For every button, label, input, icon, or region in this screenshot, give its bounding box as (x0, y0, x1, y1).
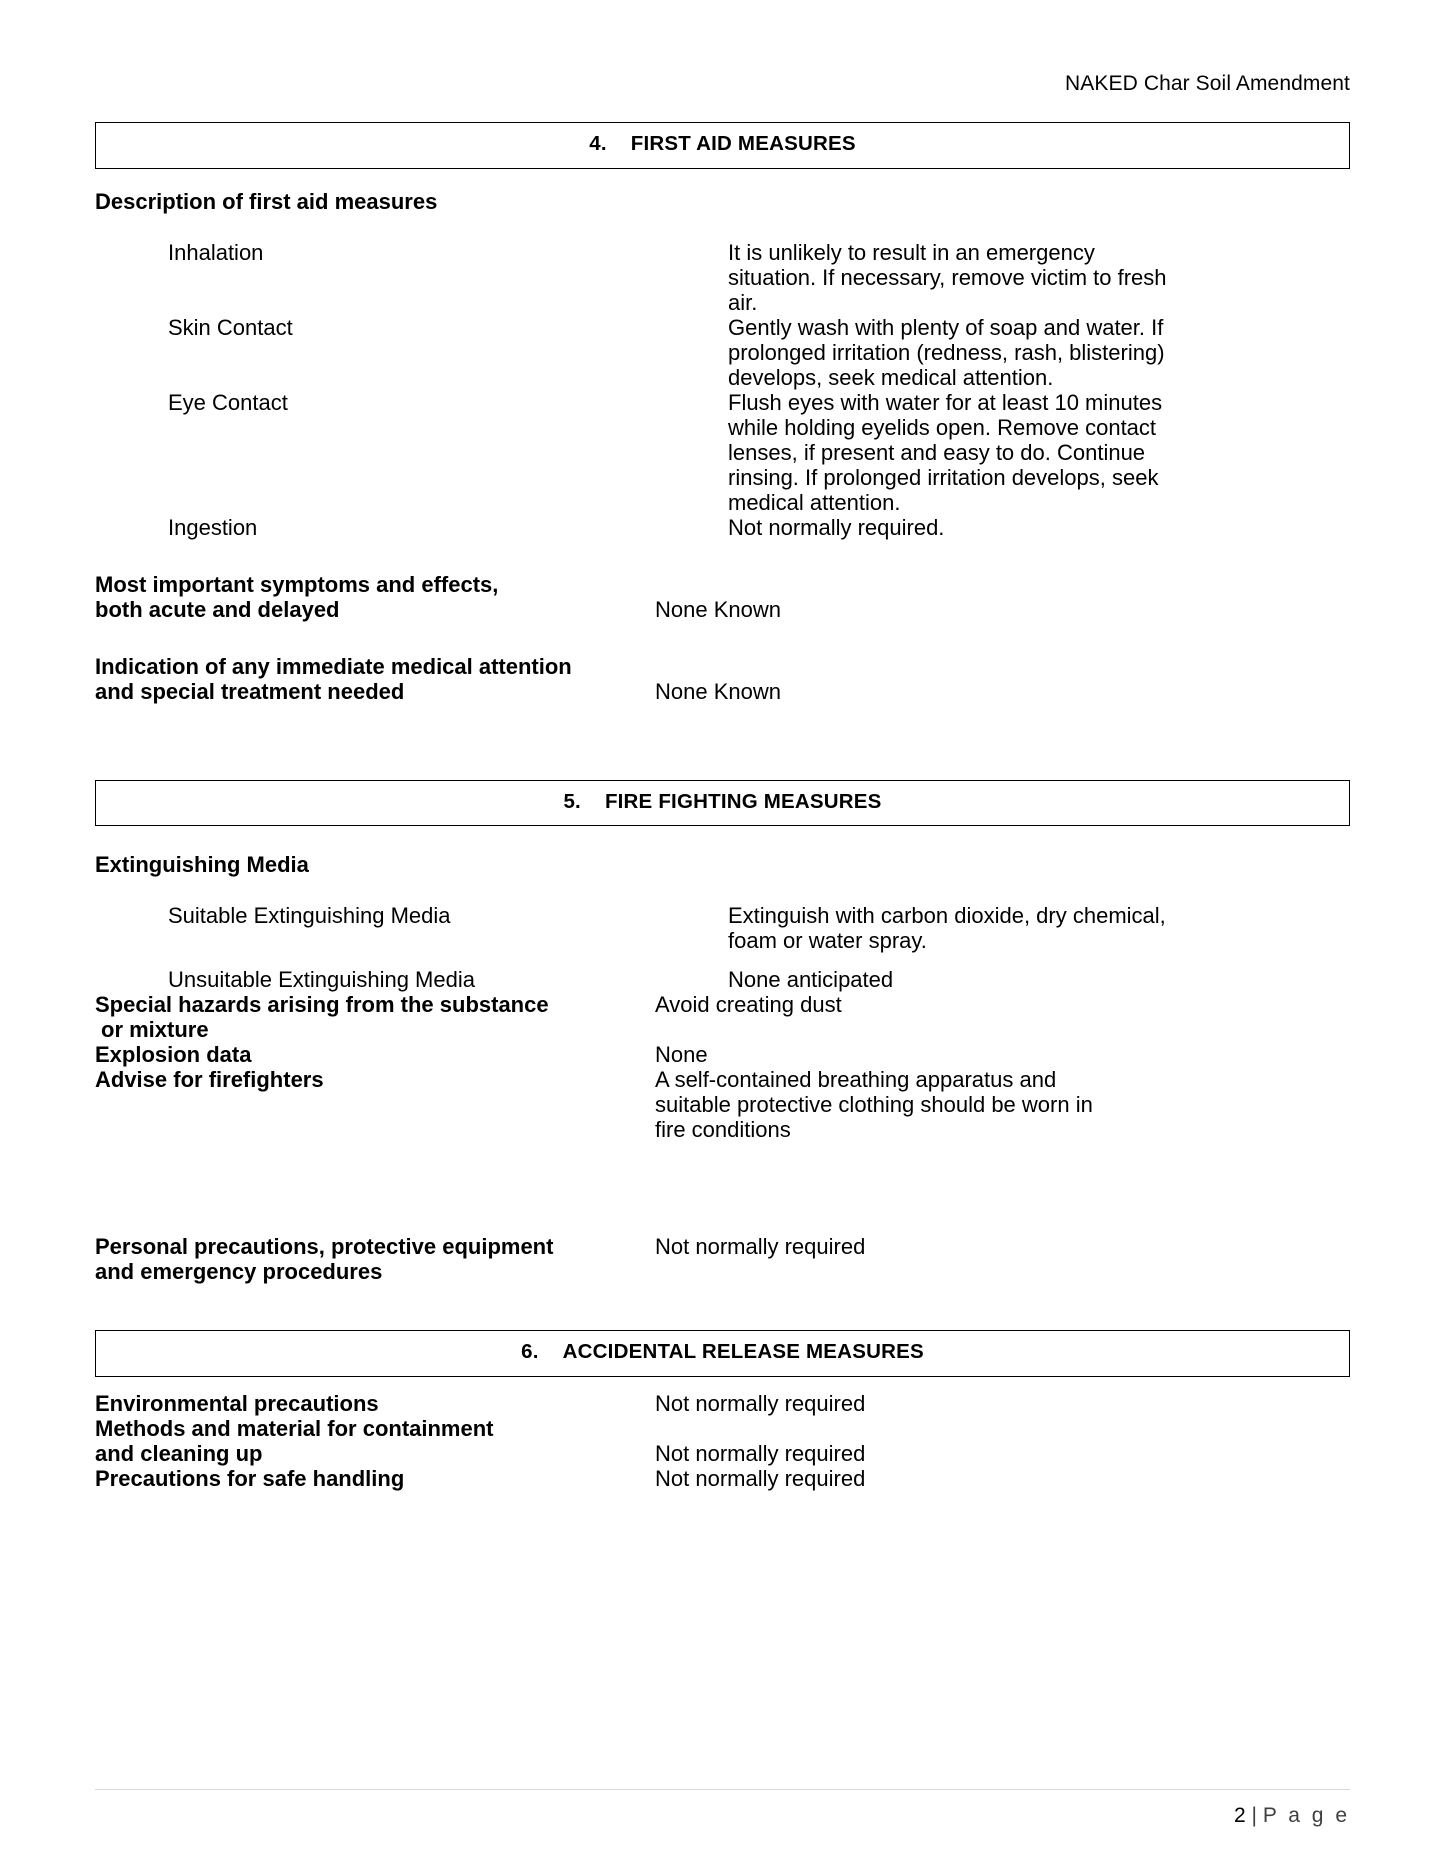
table-row (95, 1391, 1350, 1416)
row-label: Precautions for safe handling (95, 1465, 405, 1491)
row-value: None anticipated (728, 967, 894, 993)
section-title: ACCIDENTAL RELEASE MEASURES (562, 1340, 924, 1364)
section-number: 5. (563, 789, 581, 813)
row-label-line-1: Special hazards arising from the substance (95, 992, 549, 1018)
row-label-line-2: and emergency procedures (95, 1259, 383, 1285)
row-label-line-1: Most important symptoms and effects, (95, 571, 499, 597)
table-row (95, 572, 1350, 622)
table-row (95, 992, 1350, 1042)
row-value-text: None Known (655, 678, 781, 704)
row-value: Avoid creating dust (655, 992, 842, 1018)
row-value: Not normally required. (728, 514, 945, 540)
row-label: Suitable Extinguishing Media (168, 903, 451, 929)
page-word: P a g e (1262, 1804, 1350, 1827)
footer-divider (95, 1789, 1350, 1790)
row-value: None (655, 1042, 708, 1068)
row-value: Gently wash with plenty of soap and water. If prolonged irritation (redness, rash, blistering) develops, seek medical attention. (728, 314, 1165, 390)
table-row (95, 654, 1350, 704)
row-label: Skin Contact (168, 314, 293, 340)
row-value: Not normally required (655, 1465, 866, 1491)
row-label-line-2: and cleaning up (95, 1440, 263, 1466)
group-title-description-of-first-aid-measures: Description of first aid measures (95, 188, 438, 214)
row-value (655, 1416, 1095, 1466)
row-label-line-1: Personal precautions, protective equipment (95, 1234, 554, 1260)
group-title-extinguishing-media: Extinguishing Media (95, 852, 309, 878)
section-title: FIRST AID MEASURES (630, 132, 856, 155)
row-value: Not normally required (655, 1234, 866, 1260)
table-row (95, 390, 1350, 515)
table-row (95, 1466, 1350, 1491)
row-label: Explosion data (95, 1042, 252, 1068)
section-header-fire-fighting-measures (95, 780, 1350, 827)
row-label-line-2: and special treatment needed (95, 678, 405, 704)
row-label (95, 1234, 655, 1284)
section-number: 4. (589, 132, 607, 155)
row-label: Unsuitable Extinguishing Media (168, 967, 475, 993)
table-row (95, 1067, 1350, 1142)
row-label: Advise for firefighters (95, 1067, 324, 1093)
row-label-line-2: or mixture (101, 1017, 209, 1043)
page-number: 2 (1233, 1804, 1246, 1827)
row-label (95, 572, 655, 622)
row-label: Environmental precautions (95, 1390, 379, 1416)
running-header-title: NAKED Char Soil Amendment (1065, 72, 1350, 95)
row-value: Extinguish with carbon dioxide, dry chemical, foam or water spray. (728, 903, 1166, 954)
table-row (95, 315, 1350, 390)
section-header-accidental-release-measures (95, 1330, 1350, 1377)
table-row (95, 240, 1350, 315)
section-number: 6. (521, 1340, 539, 1364)
row-label: Ingestion (168, 514, 258, 540)
page-number-label (95, 1804, 1350, 1828)
row-value: Not normally required (655, 1390, 866, 1416)
row-label-line-1: Indication of any immediate medical attention (95, 653, 572, 679)
row-value-text: None Known (655, 596, 781, 622)
row-value: It is unlikely to result in an emergency situation. If necessary, remove victim to fresh air. (728, 239, 1167, 315)
row-label (95, 654, 655, 704)
row-value: A self-contained breathing apparatus and suitable protective clothing should be worn in fire conditions (655, 1067, 1093, 1143)
table-row (95, 1234, 1350, 1284)
section-header-first-aid-measures (95, 122, 1350, 169)
table-row (95, 1416, 1350, 1466)
row-label: Eye Contact (168, 389, 288, 415)
row-label (95, 1416, 655, 1466)
row-value (655, 654, 1095, 704)
table-row (95, 515, 1350, 540)
table-row (95, 967, 1350, 992)
row-label-line-1: Methods and material for containment (95, 1415, 494, 1441)
section-title: FIRE FIGHTING MEASURES (604, 789, 882, 813)
row-value (655, 572, 1095, 622)
document-footer (95, 1789, 1350, 1828)
row-label: Inhalation (168, 239, 264, 265)
table-row (95, 903, 1350, 953)
page-separator: | (1251, 1804, 1257, 1827)
row-label (95, 992, 655, 1042)
row-value-text: Not normally required (655, 1440, 866, 1466)
row-value: Flush eyes with water for at least 10 minutes while holding eyelids open. Remove contact lenses, if present and easy to do. Continue rinsing. If prolonged irritation develops, seek medical attention. (728, 389, 1163, 515)
table-row (95, 1042, 1350, 1067)
row-label-line-2: both acute and delayed (95, 596, 340, 622)
